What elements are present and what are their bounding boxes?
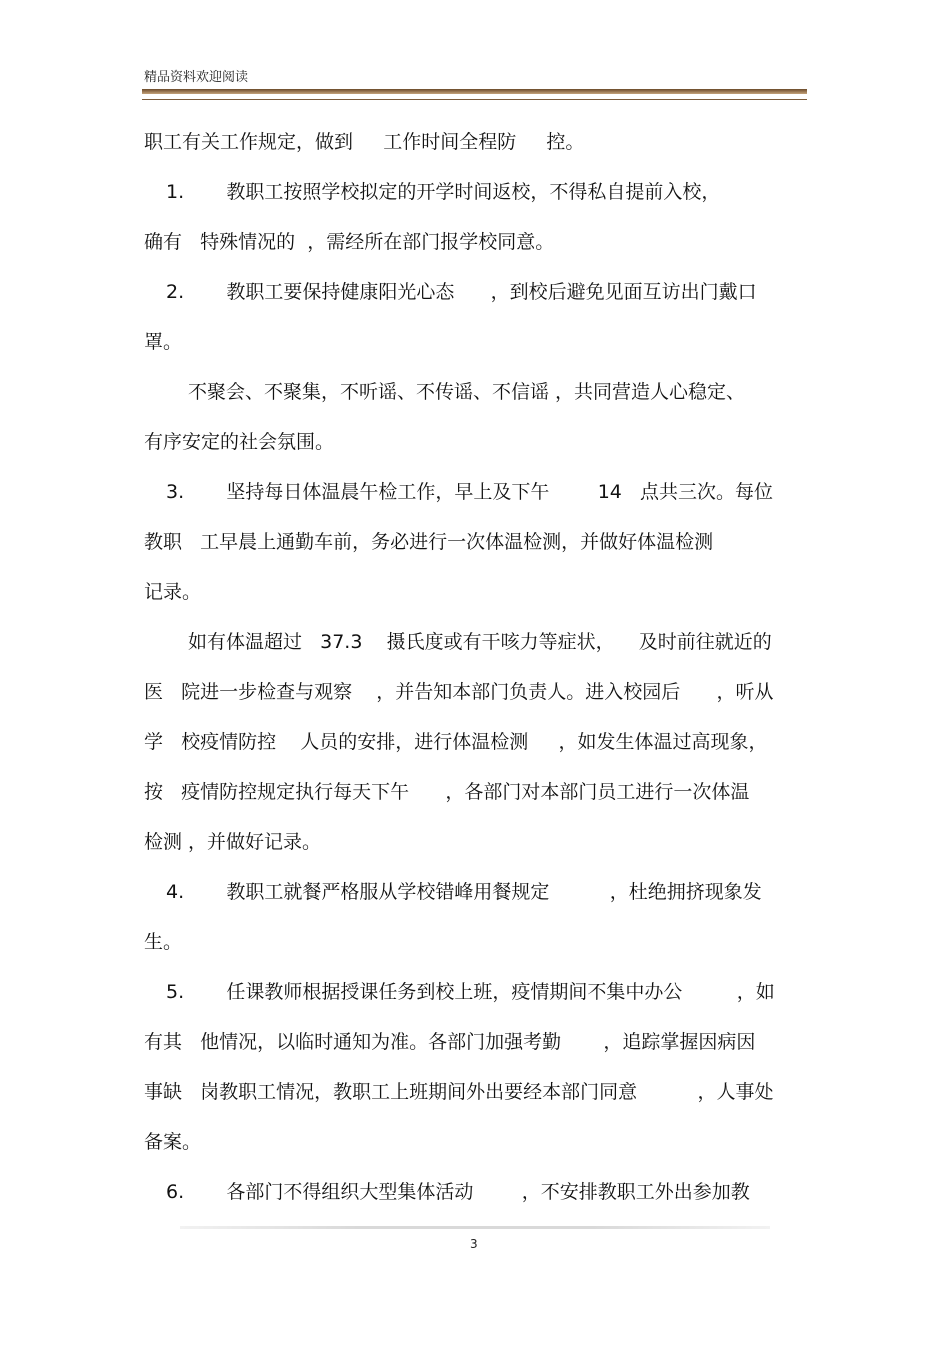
body-line: 5. 任课教师根据授课任务到校上班，疫情期间不集中办公 ，如 (166, 981, 775, 1003)
body-line: 确有 特殊情况的 ，需经所在部门报学校同意。 (144, 231, 555, 253)
body-line: 1. 教职工按照学校拟定的开学时间返校，不得私自提前入校， (166, 181, 721, 203)
body-line: 学 校疫情防控 人员的安排，进行体温检测 ，如发生体温过高现象， (144, 731, 768, 753)
body-line: 6. 各部门不得组织大型集体活动 ，不安排教职工外出参加教 (166, 1181, 750, 1203)
body-line: 3. 坚持每日体温晨午检工作，早上及下午 14 点共三次。每位 (166, 481, 774, 503)
body-line: 教职 工早晨上通勤车前，务必进行一次体温检测，并做好体温检测 (144, 531, 714, 553)
body-line: 职工有关工作规定，做到 工作时间全程防 控。 (144, 131, 585, 153)
body-line: 有序安定的社会氛围。 (144, 431, 335, 453)
body-line: 检测 ，并做好记录。 (144, 831, 322, 853)
body-line: 医 院进一步检查与观察 ，并告知本部门负责人。进入校园后 ，听从 (144, 681, 774, 703)
body-line: 记录。 (144, 581, 202, 603)
header-rule-thin (142, 99, 807, 100)
body-line: 事缺 岗教职工情况，教职工上班期间外出要经本部门同意 ，人事处 (144, 1081, 774, 1103)
body-line: 4. 教职工就餐严格服从学校错峰用餐规定 ，杜绝拥挤现象发 (166, 881, 762, 903)
body-line: 2. 教职工要保持健康阳光心态 ，到校后避免见面互访出门戴口 (166, 281, 757, 303)
page-number: 3 (470, 1237, 478, 1251)
body-line: 按 疫情防控规定执行每天下午 ，各部门对本部门员工进行一次体温 (144, 781, 750, 803)
body-line: 如有体温超过 37.3 摄氏度或有干咳力等症状， 及时前往就近的 (188, 631, 772, 653)
body-line: 生。 (144, 931, 183, 953)
header-rule-thick (142, 89, 807, 94)
body-line: 有其 他情况，以临时通知为准。各部门加强考勤 ，追踪掌握因病因 (144, 1031, 756, 1053)
body-line: 不聚会、不聚集，不听谣、不传谣、不信谣 ，共同营造人心稳定、 (188, 381, 746, 403)
footer-rule (180, 1226, 770, 1229)
header-title: 精品资料欢迎阅读 (144, 70, 249, 85)
body-line: 备案。 (144, 1131, 202, 1153)
body-line: 罩。 (144, 331, 183, 353)
